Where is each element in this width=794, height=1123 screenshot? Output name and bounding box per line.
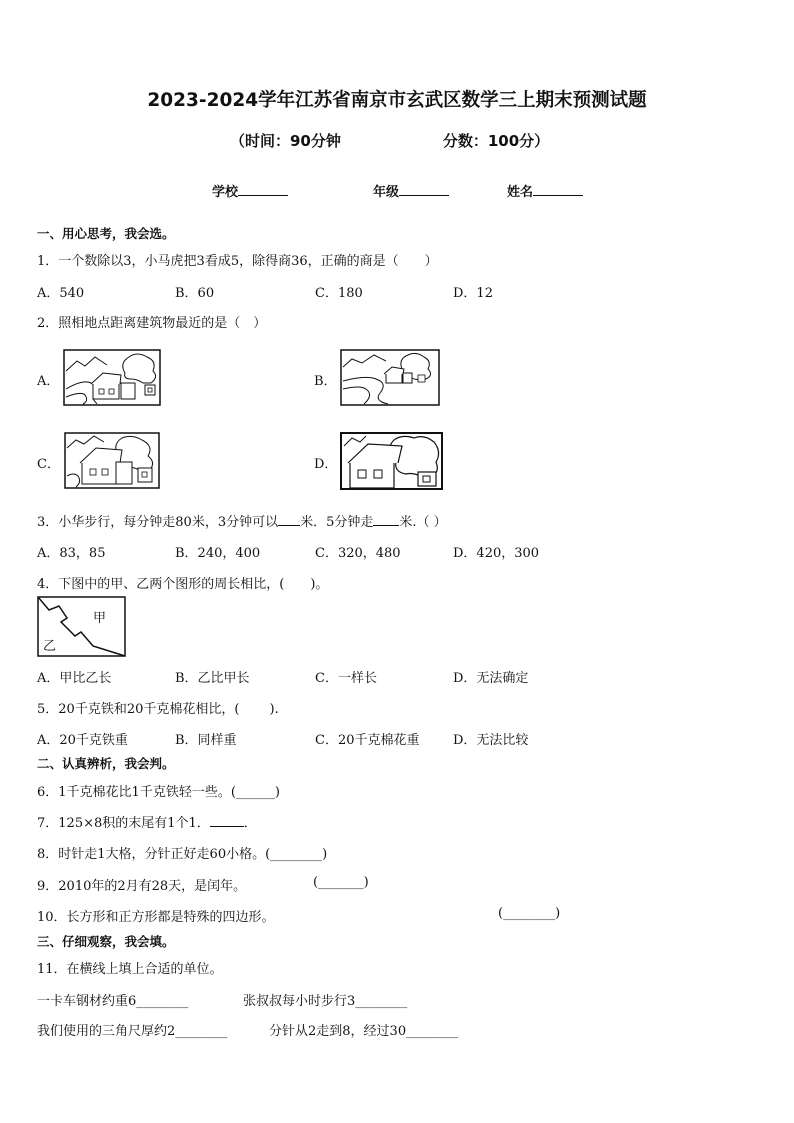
- section-3-heading: 三、仔细观察，我会填。: [37, 934, 175, 949]
- q7-end: ．: [243, 816, 257, 831]
- question-8: 8．时针走1大格，分针正好走60小格。(________): [37, 847, 328, 862]
- school-blank[interactable]: [238, 183, 288, 196]
- q2-option-b-label[interactable]: B．: [314, 374, 337, 389]
- q2-option-d-label[interactable]: D．: [314, 457, 338, 472]
- q4-option-b[interactable]: B．乙比甲长: [175, 671, 250, 686]
- q2-option-a-image[interactable]: [63, 349, 161, 406]
- q5-option-c[interactable]: C．20千克棉花重: [315, 733, 420, 748]
- q4-option-a[interactable]: A．甲比乙长: [37, 671, 112, 686]
- name-field[interactable]: [507, 181, 583, 200]
- question-11: 11．在横线上填上合适的单位。: [37, 962, 223, 977]
- q2-option-a-label[interactable]: A．: [37, 374, 60, 389]
- q4-option-c[interactable]: C．一样长: [315, 671, 377, 686]
- q1-option-a[interactable]: A．540: [37, 286, 85, 301]
- q1-option-d[interactable]: D．12: [453, 286, 493, 301]
- q3-option-a[interactable]: A．83，85: [37, 546, 106, 561]
- q4-label-jia: 甲: [93, 611, 107, 626]
- school-field[interactable]: [212, 181, 288, 200]
- q4-option-d[interactable]: D．无法确定: [453, 671, 529, 686]
- section-1-heading: 一、用心思考，我会选。: [37, 226, 175, 241]
- section-2-heading: 二、认真辨析，我会判。: [37, 756, 175, 771]
- q3-text-c: 米.（ ）: [399, 515, 447, 530]
- q4-label-yi: 乙: [43, 639, 57, 654]
- q4-figure: [37, 596, 126, 657]
- q1-option-c[interactable]: C．180: [315, 286, 363, 301]
- q2-option-c-image[interactable]: [64, 432, 160, 489]
- question-3: [37, 511, 447, 530]
- q3-blank-2[interactable]: [373, 513, 399, 526]
- q9-answer-blank[interactable]: (_______): [313, 875, 369, 890]
- q10-answer-blank[interactable]: (________): [498, 906, 561, 921]
- question-5: 5．20千克铁和20千克棉花相比，( ).: [37, 702, 279, 717]
- q11-fill-2[interactable]: 张叔叔每小时步行3________: [243, 994, 408, 1009]
- question-1: 1．一个数除以3，小马虎把3看成5，除得商36，正确的商是（ ）: [37, 254, 438, 269]
- question-6: 6．1千克棉花比1千克铁轻一些。(______): [37, 785, 280, 800]
- name-label: 姓名: [507, 185, 534, 200]
- q3-option-b[interactable]: B．240，400: [175, 546, 261, 561]
- exam-meta: [230, 130, 549, 151]
- q3-option-d[interactable]: D．420，300: [453, 546, 540, 561]
- q11-fill-4[interactable]: 分针从2走到8，经过30________: [269, 1024, 459, 1039]
- q3-blank-1[interactable]: [278, 513, 300, 526]
- question-9: 9．2010年的2月有28天，是闰年。: [37, 879, 247, 894]
- question-4: 4．下图中的甲、乙两个图形的周长相比，( )。: [37, 577, 329, 592]
- q1-option-b[interactable]: B．60: [175, 286, 215, 301]
- question-2: 2．照相地点距离建筑物最近的是（ ）: [37, 316, 267, 331]
- q2-option-b-image[interactable]: [340, 349, 440, 406]
- question-10: 10．长方形和正方形都是特殊的四边形。: [37, 910, 275, 925]
- q5-option-a[interactable]: A．20千克铁重: [37, 733, 128, 748]
- q2-option-c-label[interactable]: C．: [37, 457, 60, 472]
- school-label: 学校: [212, 185, 239, 200]
- question-7: [37, 812, 257, 831]
- q3-option-c[interactable]: C．320，480: [315, 546, 401, 561]
- time-limit: （时间：90分钟: [230, 132, 341, 150]
- q3-text-b: 米．5分钟走: [300, 515, 374, 530]
- name-blank[interactable]: [533, 183, 583, 196]
- grade-blank[interactable]: [399, 183, 449, 196]
- q11-fill-3[interactable]: 我们使用的三角尺厚约2________: [37, 1024, 228, 1039]
- q5-option-b[interactable]: B．同样重: [175, 733, 237, 748]
- q5-option-d[interactable]: D．无法比较: [453, 733, 529, 748]
- q3-text-a: 3．小华步行，每分钟走80米，3分钟可以: [37, 515, 279, 530]
- page-title: 2023-2024学年江苏省南京市玄武区数学三上期末预测试题: [147, 90, 647, 111]
- q7-text: 7．125×8积的末尾有1个1．: [37, 816, 210, 831]
- grade-label: 年级: [373, 185, 400, 200]
- total-score: 分数：100分）: [442, 132, 550, 150]
- q2-option-d-image[interactable]: [340, 432, 443, 490]
- q7-blank[interactable]: [210, 814, 244, 827]
- grade-field[interactable]: [373, 181, 449, 200]
- q11-fill-1[interactable]: 一卡车钢材约重6________: [37, 994, 189, 1009]
